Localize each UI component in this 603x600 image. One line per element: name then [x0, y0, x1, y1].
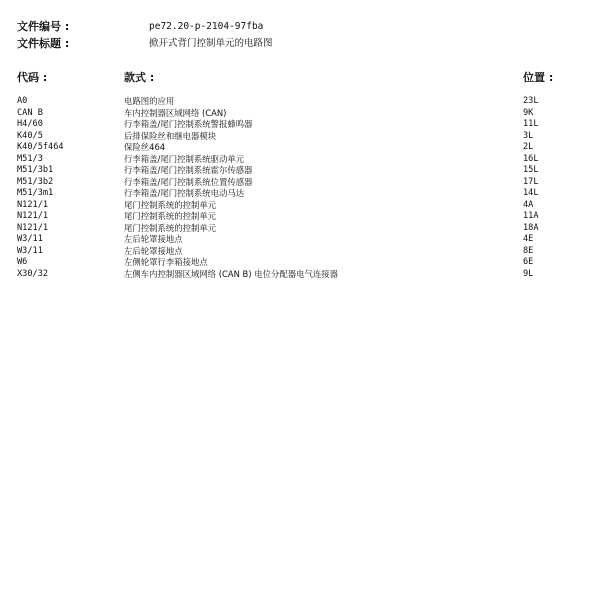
row-position: 4E: [523, 234, 534, 244]
row-code: M51/3m1: [17, 188, 54, 198]
component-table: [0, 96, 603, 280]
table-row: [0, 96, 603, 108]
row-position: 16L: [523, 153, 539, 164]
row-position: 4A: [523, 199, 534, 210]
row-position: 17L: [523, 176, 539, 187]
table-row: [0, 269, 603, 281]
row-code: A0: [17, 96, 28, 106]
row-code: M51/3b2: [17, 176, 54, 187]
doc-number-value: pe72.20-p-2104-97fba: [149, 21, 264, 32]
row-position: 9L: [523, 268, 534, 279]
table-row: [0, 177, 603, 189]
row-description: 行李箱盖/尾门控制系统电动马达: [124, 188, 245, 198]
table-row: [0, 211, 603, 223]
row-position: 11A: [523, 211, 539, 221]
table-row: [0, 200, 603, 212]
row-position: 23L: [523, 96, 539, 106]
row-position: 18A: [523, 222, 539, 233]
row-position: 3L: [523, 130, 534, 141]
row-description: 车内控制器区域网络 (CAN): [124, 107, 227, 118]
row-code: H4/60: [17, 119, 43, 129]
row-position: 9K: [523, 107, 534, 118]
table-row: [0, 246, 603, 258]
row-description: 行李箱盖/尾门控制系统霍尔传感器: [124, 165, 253, 175]
row-position: 2L: [523, 142, 534, 152]
table-row: [0, 257, 603, 269]
row-description: 左后轮罩接地点: [124, 245, 183, 256]
row-code: K40/5: [17, 130, 43, 141]
table-row: [0, 142, 603, 154]
row-code: M51/3b1: [17, 165, 54, 175]
row-description: 行李箱盖/尾门控制系统驱动单元: [124, 153, 245, 164]
table-row: [0, 223, 603, 235]
row-code: X30/32: [17, 268, 49, 279]
row-description: 左侧车内控制器区域网络 (CAN B) 电位分配器电气连接器: [124, 268, 338, 279]
table-row: [0, 165, 603, 177]
row-code: CAN B: [17, 107, 43, 118]
row-description: 行李箱盖/尾门控制系统位置传感器: [124, 176, 253, 187]
row-description: 尾门控制系统的控制单元: [124, 211, 217, 221]
row-code: W3/11: [17, 234, 43, 244]
row-description: 左侧轮罩行李箱接地点: [124, 257, 208, 267]
header-description: 款式 :: [124, 71, 155, 84]
row-code: N121/1: [17, 199, 49, 210]
table-row: [0, 154, 603, 166]
row-code: N121/1: [17, 222, 49, 233]
row-code: N121/1: [17, 211, 49, 221]
row-code: W6: [17, 257, 28, 267]
table-row: [0, 108, 603, 120]
doc-title-value: 掀开式背门控制单元的电路图: [149, 38, 273, 49]
row-code: M51/3: [17, 153, 43, 164]
row-description: 尾门控制系统的控制单元: [124, 199, 217, 210]
row-description: 左后轮罩接地点: [124, 234, 183, 244]
row-description: 电路图的应用: [124, 96, 175, 106]
row-position: 8E: [523, 245, 534, 256]
header-position: 位置 :: [523, 71, 554, 84]
row-position: 11L: [523, 119, 539, 129]
table-row: [0, 234, 603, 246]
row-position: 15L: [523, 165, 539, 175]
table-row: [0, 188, 603, 200]
row-description: 行李箱盖/尾门控制系统警报蜂鸣器: [124, 119, 253, 129]
table-row: [0, 119, 603, 131]
row-description: 保险丝464: [124, 142, 166, 152]
row-description: 后排保险丝和继电器模块: [124, 130, 217, 141]
table-row: [0, 131, 603, 143]
doc-number-label: 文件编号 :: [17, 20, 70, 33]
row-position: 14L: [523, 188, 539, 198]
doc-title-label: 文件标题 :: [17, 37, 70, 50]
row-code: K40/5f464: [17, 142, 64, 152]
row-position: 6E: [523, 257, 534, 267]
row-description: 尾门控制系统的控制单元: [124, 222, 217, 233]
header-code: 代码 :: [17, 71, 48, 84]
row-code: W3/11: [17, 245, 43, 256]
